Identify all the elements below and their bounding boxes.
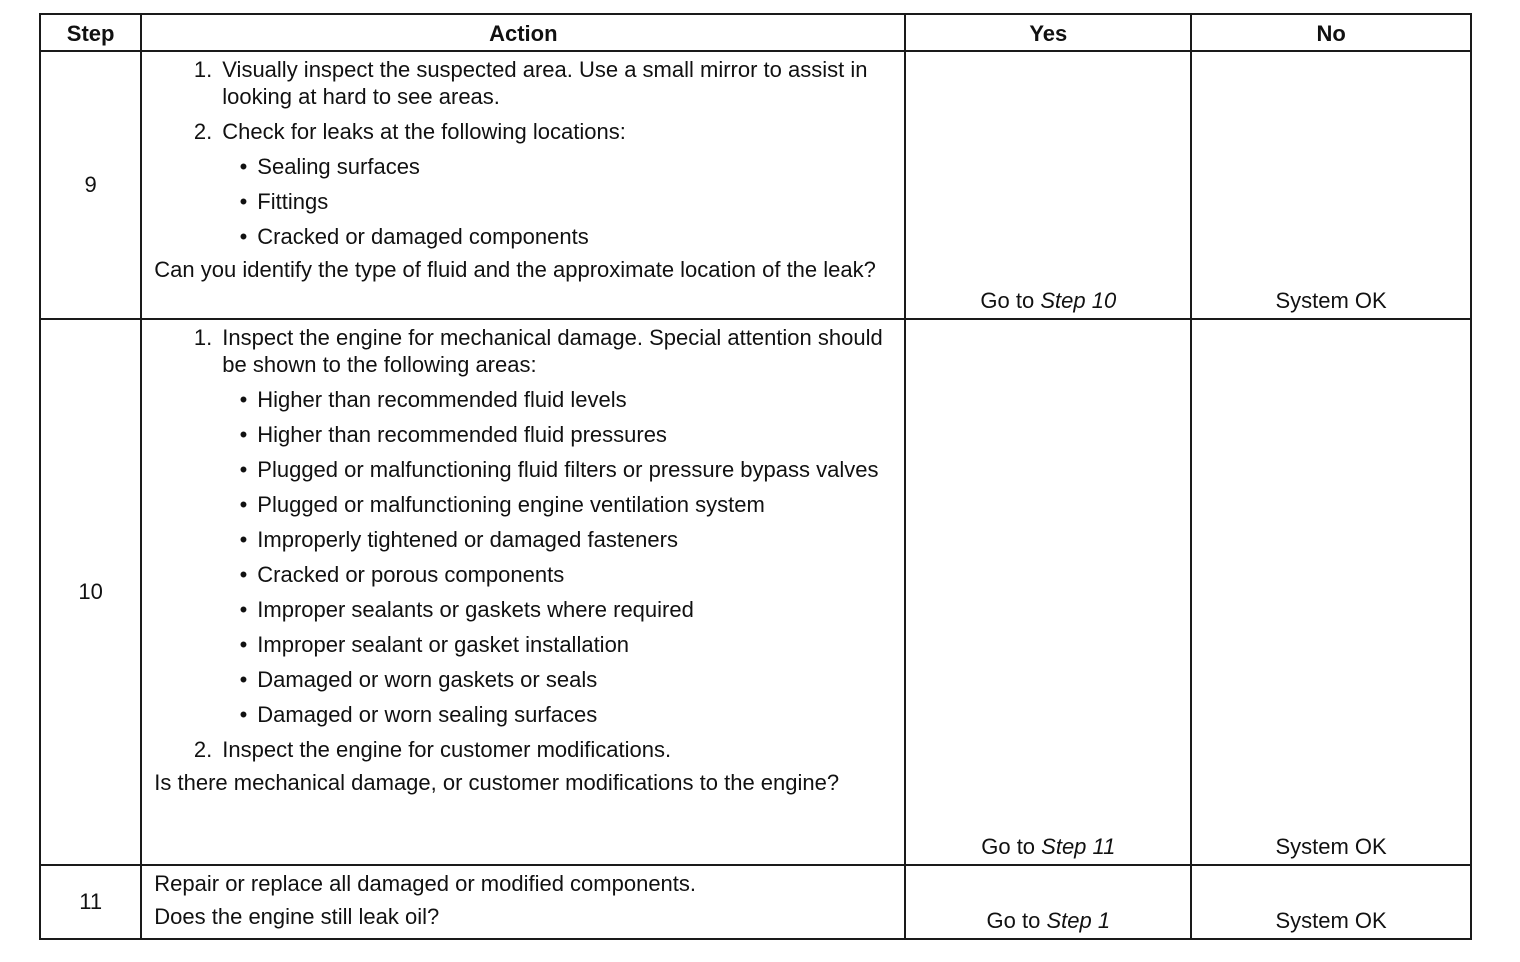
table-row-step-10 [40,319,1471,865]
bullet-text: Improper sealants or gaskets where required [257,597,694,622]
yes-prefix: Go to [986,908,1047,933]
action-cell [141,51,905,319]
header-step: Step [40,14,141,51]
bullet-icon: • [239,562,248,587]
bullet-item [154,561,894,588]
bullet-icon: • [239,492,248,517]
bullet-icon: • [239,224,248,249]
bullet-text: Fittings [257,189,329,214]
step-number: 11 [40,865,141,939]
step-number: 9 [40,51,141,319]
bullet-icon: • [239,189,248,214]
header-yes: Yes [905,14,1191,51]
numbered-item [154,56,894,110]
table-row-step-9 [40,51,1471,319]
bullet-item [154,188,894,215]
numbered-item [154,324,894,378]
bullet-text: Plugged or malfunctioning engine ventilation system [257,492,765,517]
bullet-item [154,596,894,623]
bullet-item [154,386,894,413]
bullet-item [154,631,894,658]
yes-step-link: Step 10 [1040,288,1117,313]
question-text: Can you identify the type of fluid and the approximate location of the leak? [154,257,876,282]
header-no: No [1191,14,1471,51]
yes-prefix: Go to [980,288,1041,313]
bullet-icon: • [239,667,248,692]
bullet-text: Higher than recommended fluid pressures [257,422,667,447]
item-number: 1. [193,57,213,82]
item-number: 2. [193,119,213,144]
bullet-icon: • [239,527,248,552]
yes-cell [905,319,1191,865]
step-number: 10 [40,319,141,865]
question-text: Does the engine still leak oil? [154,904,440,929]
action-cell [141,865,905,939]
yes-step-link: Step 1 [1046,908,1111,933]
bullet-text: Improperly tightened or damaged fasteners [257,527,678,552]
item-text: Visually inspect the suspected area. Use a small mirror to assist in looking at hard to see areas. [222,57,868,109]
bullet-list [154,386,894,728]
bullet-item [154,666,894,693]
bullet-icon: • [239,702,248,727]
bullet-text: Improper sealant or gasket installation [257,632,630,657]
yes-cell [905,51,1191,319]
bullet-item [154,153,894,180]
question-text: Is there mechanical damage, or customer modifications to the engine? [154,770,840,795]
header-action: Action [141,14,905,51]
yes-prefix: Go to [981,834,1042,859]
bullet-list [154,153,894,250]
bullet-text: Damaged or worn sealing surfaces [257,702,598,727]
no-cell: System OK [1191,865,1471,939]
diagnostic-table [39,13,1472,940]
bullet-icon: • [239,632,248,657]
bullet-icon: • [239,387,248,412]
bullet-item [154,526,894,553]
no-cell: System OK [1191,51,1471,319]
yes-cell [905,865,1191,939]
statement-text: Repair or replace all damaged or modified components. [154,871,697,896]
bullet-text: Sealing surfaces [257,154,420,179]
item-number: 1. [193,325,213,350]
item-text: Check for leaks at the following locations: [222,119,626,144]
item-text: Inspect the engine for customer modifications. [222,737,672,762]
bullet-item [154,701,894,728]
bullet-icon: • [239,457,248,482]
bullet-text: Plugged or malfunctioning fluid filters or pressure bypass valves [257,457,879,482]
numbered-item [154,736,894,763]
bullet-text: Cracked or damaged components [257,224,589,249]
table-row-step-11 [40,865,1471,939]
bullet-text: Higher than recommended fluid levels [257,387,627,412]
no-cell: System OK [1191,319,1471,865]
bullet-icon: • [239,597,248,622]
bullet-icon: • [239,154,248,179]
table-header-row [40,14,1471,51]
bullet-item [154,491,894,518]
bullet-item [154,456,894,483]
bullet-item [154,421,894,448]
item-number: 2. [193,737,213,762]
bullet-icon: • [239,422,248,447]
bullet-text: Damaged or worn gaskets or seals [257,667,598,692]
item-text: Inspect the engine for mechanical damage. Special attention should be shown to the following areas: [222,325,883,377]
action-cell [141,319,905,865]
bullet-text: Cracked or porous components [257,562,565,587]
yes-step-link: Step 11 [1041,834,1116,859]
bullet-item [154,223,894,250]
numbered-item [154,118,894,145]
